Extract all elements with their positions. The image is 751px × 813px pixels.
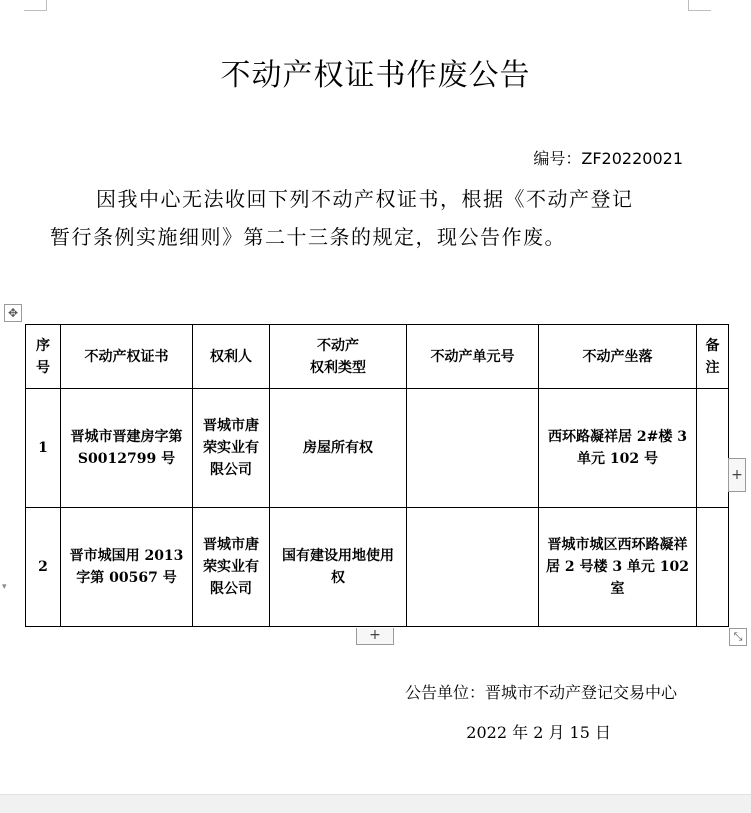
cell-seq: 1 <box>26 389 61 508</box>
cell-owner: 晋城市唐荣实业有限公司 <box>193 508 270 627</box>
cell-location: 晋城市城区西环路凝祥居 2 号楼 3 单元 102 室 <box>539 508 697 627</box>
cell-right-type: 国有建设用地使用权 <box>270 508 407 627</box>
cell-seq: 2 <box>26 508 61 627</box>
table-resize-icon[interactable]: ⤡ <box>729 628 747 646</box>
header-right-type-line2: 权利类型 <box>310 359 366 376</box>
announcing-unit: 公告单位：晋城市不动产登记交易中心 <box>404 683 677 702</box>
cell-remark <box>697 508 729 627</box>
cell-unit-number <box>407 508 539 627</box>
status-bar <box>0 794 751 813</box>
cell-unit-number <box>407 389 539 508</box>
cell-certificate: 晋城市晋建房字第 S0012799 号 <box>61 389 193 508</box>
paragraph-line-2: 暂行条例实施细则》第二十三条的规定，现公告作废。 <box>50 225 566 249</box>
cell-owner: 晋城市唐荣实业有限公司 <box>193 389 270 508</box>
header-seq: 序号 <box>26 325 61 389</box>
page-corner-mark-right <box>688 0 711 11</box>
caret-down-icon: ▾ <box>2 582 7 592</box>
paragraph-line-1: 因我中心无法收回下列不动产权证书，根据《不动产登记 <box>96 187 634 211</box>
cell-right-type: 房屋所有权 <box>270 389 407 508</box>
document-title: 不动产权证书作废公告 <box>220 58 531 93</box>
announcement-paragraph <box>50 180 690 256</box>
void-certificate-table <box>25 324 729 627</box>
document-number: 编号：ZF20220021 <box>533 149 683 168</box>
header-remark: 备注 <box>697 325 729 389</box>
cell-certificate: 晋市城国用 2013 字第 00567 号 <box>61 508 193 627</box>
table-header-row <box>26 325 729 389</box>
add-column-icon[interactable]: + <box>728 458 746 492</box>
add-row-icon[interactable]: + <box>356 628 394 645</box>
table-row <box>26 389 729 508</box>
page-corner-mark-left <box>24 0 47 11</box>
header-right-type <box>270 325 407 389</box>
header-location: 不动产坐落 <box>539 325 697 389</box>
cell-remark <box>697 389 729 508</box>
table-move-handle-icon[interactable]: ✥ <box>4 304 22 322</box>
header-right-type-line1: 不动产 <box>317 337 359 354</box>
announcement-date: 2022 年 2 月 15 日 <box>466 723 611 742</box>
header-unit-number: 不动产单元号 <box>407 325 539 389</box>
header-owner: 权利人 <box>193 325 270 389</box>
table-row <box>26 508 729 627</box>
header-certificate: 不动产权证书 <box>61 325 193 389</box>
cell-location: 西环路凝祥居 2#楼 3 单元 102 号 <box>539 389 697 508</box>
